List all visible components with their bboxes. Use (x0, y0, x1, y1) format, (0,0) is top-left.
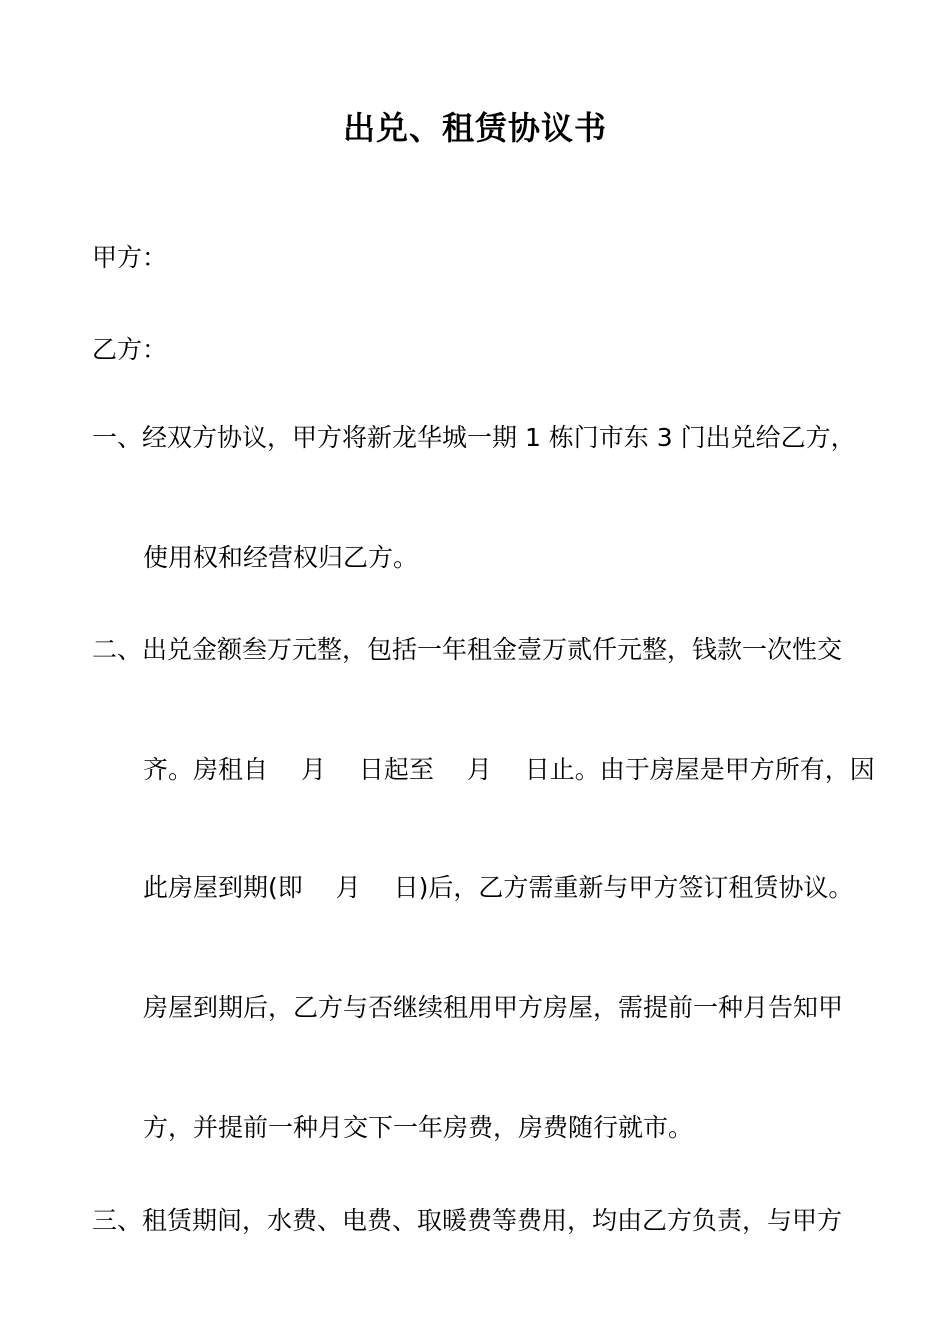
clause-2-line-3: 此房屋到期(即 月 日)后，乙方需重新与甲方签订租赁协议。 (143, 873, 854, 902)
clause-2-line-1: 二、出兑金额叁万元整，包括一年租金壹万贰仟元整，钱款一次性交 (92, 635, 843, 664)
document-title: 出兑、租赁协议书 (342, 109, 607, 147)
clause-2-line-4: 房屋到期后，乙方与否继续租用甲方房屋，需提前一种月告知甲 (143, 993, 844, 1022)
party-b-label: 乙方： (92, 335, 168, 364)
clause-1-line-2: 使用权和经营权归乙方。 (143, 543, 419, 572)
clause-2-line-2: 齐。房租自 月 日起至 月 日止。由于房屋是甲方所有，因 (143, 755, 875, 784)
clause-1-line-1: 一、经双方协议，甲方将新龙华城一期 1 栋门市东 3 门出兑给乙方， (92, 423, 856, 452)
party-a-label: 甲方： (92, 243, 168, 272)
clause-2-line-5: 方，并提前一种月交下一年房费，房费随行就市。 (143, 1113, 694, 1142)
clause-3-line-1: 三、租赁期间，水费、电费、取暖费等费用，均由乙方负责，与甲方 (92, 1206, 843, 1235)
